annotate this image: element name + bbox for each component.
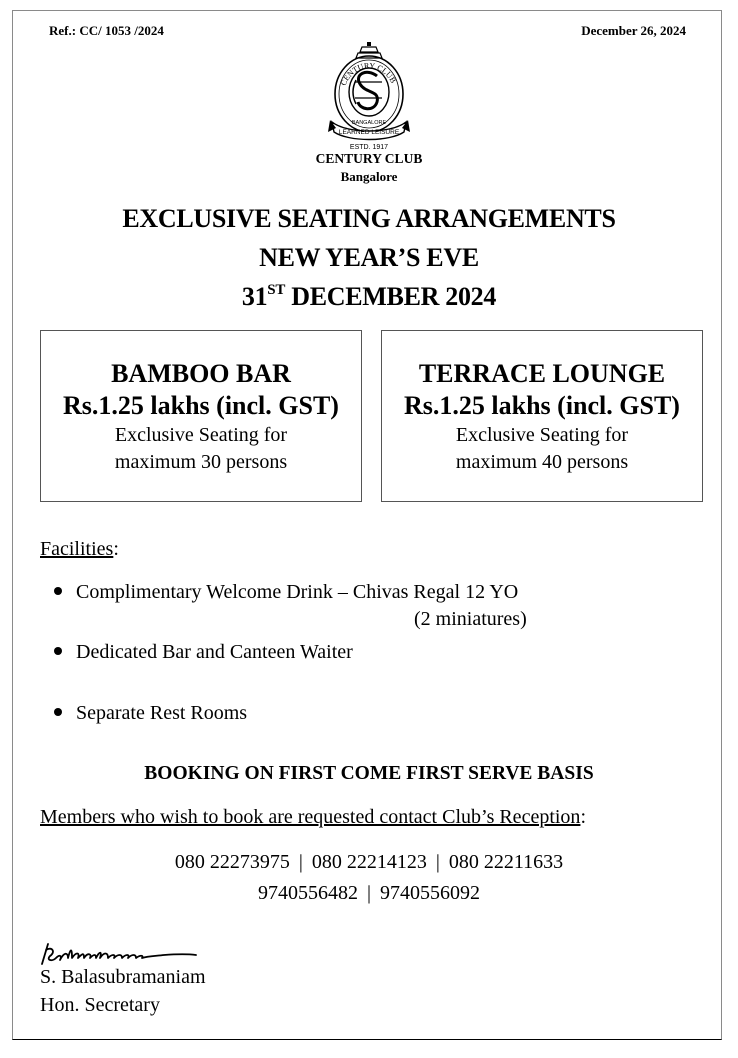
title-month-year: DECEMBER 2024	[285, 282, 497, 311]
contact-instruction-colon: :	[580, 806, 586, 828]
separator: |	[366, 882, 371, 904]
title-line-2: NEW YEAR’S EVE	[259, 243, 479, 272]
venue-card-terrace-lounge	[381, 330, 703, 502]
bullet-icon	[54, 587, 62, 595]
svg-text:CENTURY CLUB: CENTURY CLUB	[338, 61, 398, 88]
booking-notice: BOOKING ON FIRST COME FIRST SERVE BASIS	[144, 763, 594, 784]
contact-instruction-text: Members who wish to book are requested contact Club’s Reception	[40, 806, 581, 828]
svg-text:LEARNED LEISURE: LEARNED LEISURE	[338, 129, 400, 136]
reference-number: Ref.: CC/ 1053 /2024	[49, 23, 164, 38]
signatory-title: Hon. Secretary	[40, 994, 160, 1016]
facilities-heading	[40, 538, 119, 561]
club-name: CENTURY CLUB	[315, 151, 423, 166]
separator: |	[298, 851, 303, 873]
phone-number: 9740556482	[257, 882, 358, 904]
facility-text: Separate Rest Rooms	[76, 702, 248, 724]
facility-text: Complimentary Welcome Drink – Chivas Regal 12 YO	[76, 581, 519, 603]
facility-item	[54, 581, 518, 604]
document-date: December 26, 2024	[581, 23, 686, 38]
separator: |	[435, 851, 440, 873]
venue-description-line-1: Exclusive Seating for	[114, 424, 288, 446]
facility-item	[54, 702, 247, 725]
venue-price: Rs.1.25 lakhs (incl. GST)	[404, 391, 680, 420]
phone-numbers-line-2	[0, 882, 738, 905]
bullet-icon	[54, 708, 62, 716]
facilities-heading-colon: :	[113, 538, 119, 560]
venue-price: Rs.1.25 lakhs (incl. GST)	[63, 391, 339, 420]
phone-number: 080 22273975	[174, 851, 290, 873]
facility-item-continuation: (2 miniatures)	[414, 608, 527, 630]
venue-description-line-1: Exclusive Seating for	[455, 424, 629, 446]
venue-description-line-2: maximum 30 persons	[114, 451, 288, 473]
facilities-heading-text: Facilities	[40, 538, 114, 560]
handwritten-signature-icon	[38, 938, 204, 968]
venue-name: BAMBOO BAR	[111, 359, 291, 388]
venue-card-bamboo-bar	[40, 330, 362, 502]
title-line-3	[0, 282, 738, 312]
century-club-crest-icon	[322, 40, 416, 154]
title-day-suffix: ST	[267, 282, 286, 298]
phone-numbers-line-1	[0, 851, 738, 874]
club-city: Bangalore	[340, 169, 398, 184]
title-line-1: EXCLUSIVE SEATING ARRANGEMENTS	[122, 204, 616, 233]
facility-text: Dedicated Bar and Canteen Waiter	[76, 641, 353, 663]
signatory-name: S. Balasubramaniam	[40, 966, 206, 988]
phone-number: 080 22214123	[311, 851, 427, 873]
venue-description-line-2: maximum 40 persons	[455, 451, 629, 473]
phone-number: 9740556092	[380, 882, 480, 904]
phone-number: 080 22211633	[448, 851, 564, 873]
facility-item	[54, 641, 353, 664]
venue-name: TERRACE LOUNGE	[418, 359, 666, 388]
svg-text:BANGALORE: BANGALORE	[351, 120, 387, 126]
bullet-icon	[54, 647, 62, 655]
svg-text:ESTD. 1917: ESTD. 1917	[349, 144, 389, 151]
contact-instruction	[40, 806, 586, 829]
title-day: 31	[241, 282, 268, 311]
